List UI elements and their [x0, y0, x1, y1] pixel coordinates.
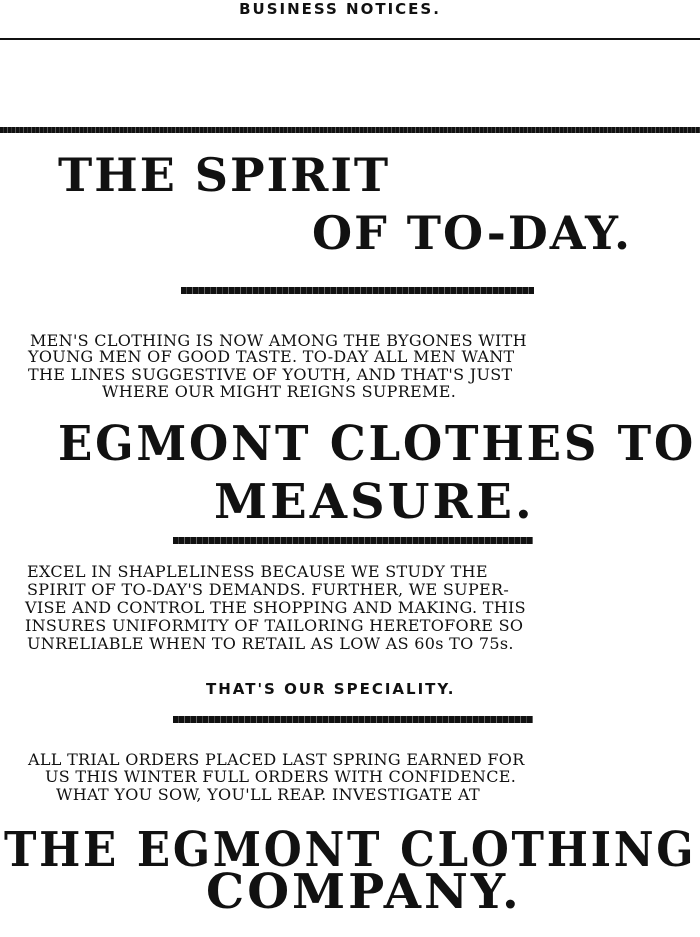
paragraph-1-line-4: WHERE OUR MIGHT REIGNS SUPREME.	[102, 382, 457, 401]
paragraph-2-line-4: INSURES UNIFORMITY OF TAILORING HERETOFORE SO	[25, 616, 524, 635]
paragraph-1-line-2: YOUNG MEN OF GOOD TASTE. TO-DAY ALL MEN WANT	[28, 347, 515, 366]
paragraph-2-line-1: EXCEL IN SHAPLELINESS BECAUSE WE STUDY THE	[27, 562, 488, 581]
paragraph-1-line-3: THE LINES SUGGESTIVE OF YOUTH, AND THAT'S JUST	[28, 365, 513, 384]
paragraph-3-line-1: ALL TRIAL ORDERS PLACED LAST SPRING EARNED FOR	[28, 750, 525, 769]
paragraph-3-line-3: WHAT YOU SOW, YOU'LL REAP. INVESTIGATE AT	[56, 785, 480, 804]
separator-bar-2	[173, 537, 533, 544]
header-rule	[0, 38, 700, 40]
section-header: BUSINESS NOTICES.	[239, 0, 441, 18]
headline-egmont-line1: EGMONT CLOTHES TO	[58, 416, 696, 472]
speciality-line: THAT'S OUR SPECIALITY.	[206, 680, 456, 698]
paragraph-2-line-3: VISE AND CONTROL THE SHOPPING AND MAKING. THIS	[25, 598, 526, 617]
separator-bar-1	[181, 287, 534, 294]
separator-bar-3	[173, 716, 533, 723]
paragraph-2-line-2: SPIRIT OF TO-DAY'S DEMANDS. FURTHER, WE SUPER-	[27, 580, 510, 599]
headline-company-line2: COMPANY.	[206, 864, 522, 920]
headline-spirit-line1: THE SPIRIT	[58, 148, 391, 202]
headline-spirit-line2: OF TO-DAY.	[312, 206, 633, 260]
headline-egmont-line2: MEASURE.	[214, 474, 535, 530]
ad-top-border	[0, 127, 700, 133]
paragraph-2-line-5: UNRELIABLE WHEN TO RETAIL AS LOW AS 60s TO 75s.	[27, 634, 514, 653]
paragraph-1-line-1: MEN'S CLOTHING IS NOW AMONG THE BYGONES WITH	[30, 331, 527, 350]
paragraph-3-line-2: US THIS WINTER FULL ORDERS WITH CONFIDENCE.	[45, 767, 517, 786]
headline-company-line1: THE EGMONT CLOTHING	[4, 822, 697, 878]
